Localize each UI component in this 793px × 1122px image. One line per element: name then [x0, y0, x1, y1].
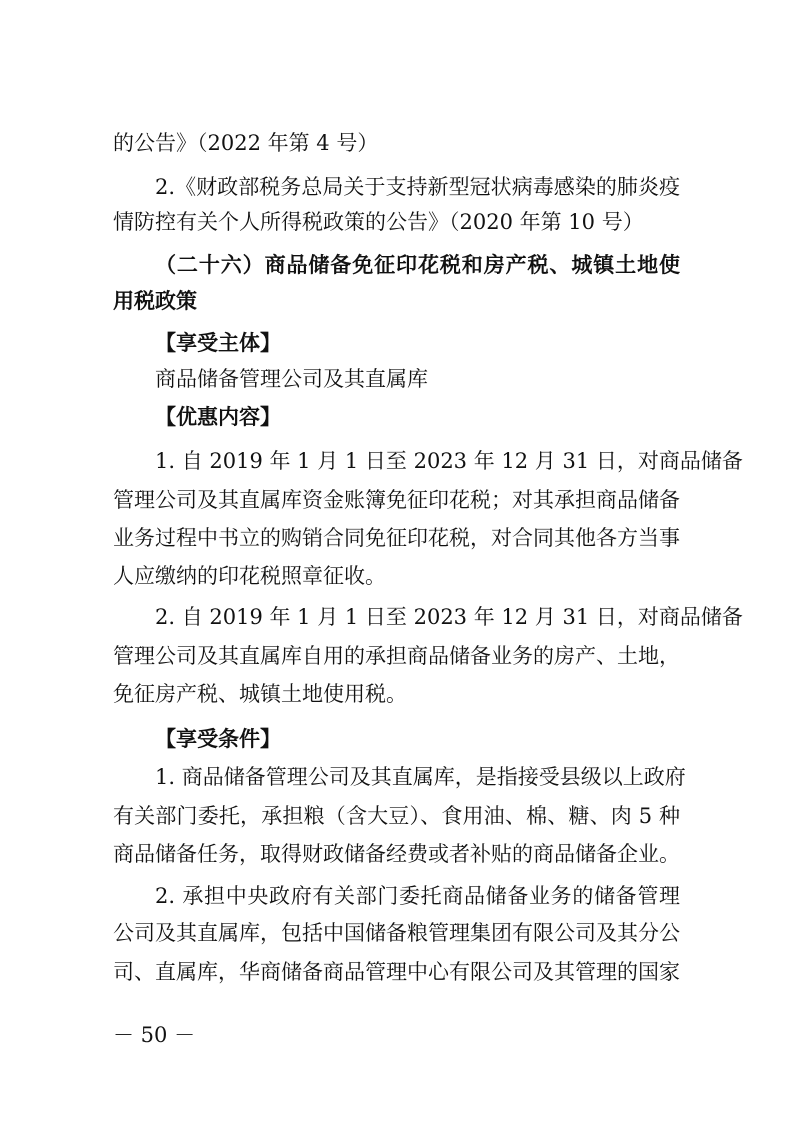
text-line: 2. 承担中央政府有关部门委托商品储备业务的储备管理: [155, 884, 680, 908]
text-line: 2.《财政部税务总局关于支持新型冠状病毒感染的肺炎疫: [155, 175, 680, 199]
text-line: 有关部门委托，承担粮（含大豆）、食用油、棉、糖、肉 5 种: [113, 804, 680, 828]
section-heading: 用税政策: [113, 289, 197, 313]
subsection-heading: 【享受主体】: [155, 331, 281, 355]
text-line: 情防控有关个人所得税政策的公告》（2020 年第 10 号）: [113, 210, 644, 234]
text-line: 管理公司及其直属库资金账簿免征印花税；对其承担商品储备: [113, 488, 680, 512]
text-line: 司、直属库，华商储备商品管理中心有限公司及其管理的国家: [113, 960, 680, 984]
text-line: 2. 自 2019 年 1 月 1 日至 2023 年 12 月 31 日，对商品储备: [155, 605, 743, 629]
text-line: 商品储备任务，取得财政储备经费或者补贴的商品储备企业。: [113, 842, 680, 866]
text-line: 的公告》（2022 年第 4 号）: [113, 131, 379, 155]
text-line: 公司及其直属库，包括中国储备粮管理集团有限公司及其分公: [113, 921, 680, 945]
section-heading: （二十六）商品储备免征印花税和房产税、城镇土地使: [155, 253, 680, 277]
subsection-heading: 【优惠内容】: [155, 405, 281, 429]
text-line: 免征房产税、城镇土地使用税。: [113, 682, 407, 706]
text-line: 人应缴纳的印花税照章征收。: [113, 564, 386, 588]
page-number: － 50 －: [113, 1023, 196, 1047]
text-line: 管理公司及其直属库自用的承担商品储备业务的房产、土地，: [113, 644, 680, 668]
text-line: 1. 自 2019 年 1 月 1 日至 2023 年 12 月 31 日，对商品储备: [155, 449, 743, 473]
subsection-heading: 【享受条件】: [155, 727, 281, 751]
text-line: 1. 商品储备管理公司及其直属库，是指接受县级以上政府: [155, 765, 686, 789]
text-line: 商品储备管理公司及其直属库: [155, 367, 428, 391]
text-line: 业务过程中书立的购销合同免征印花税，对合同其他各方当事: [113, 526, 680, 550]
